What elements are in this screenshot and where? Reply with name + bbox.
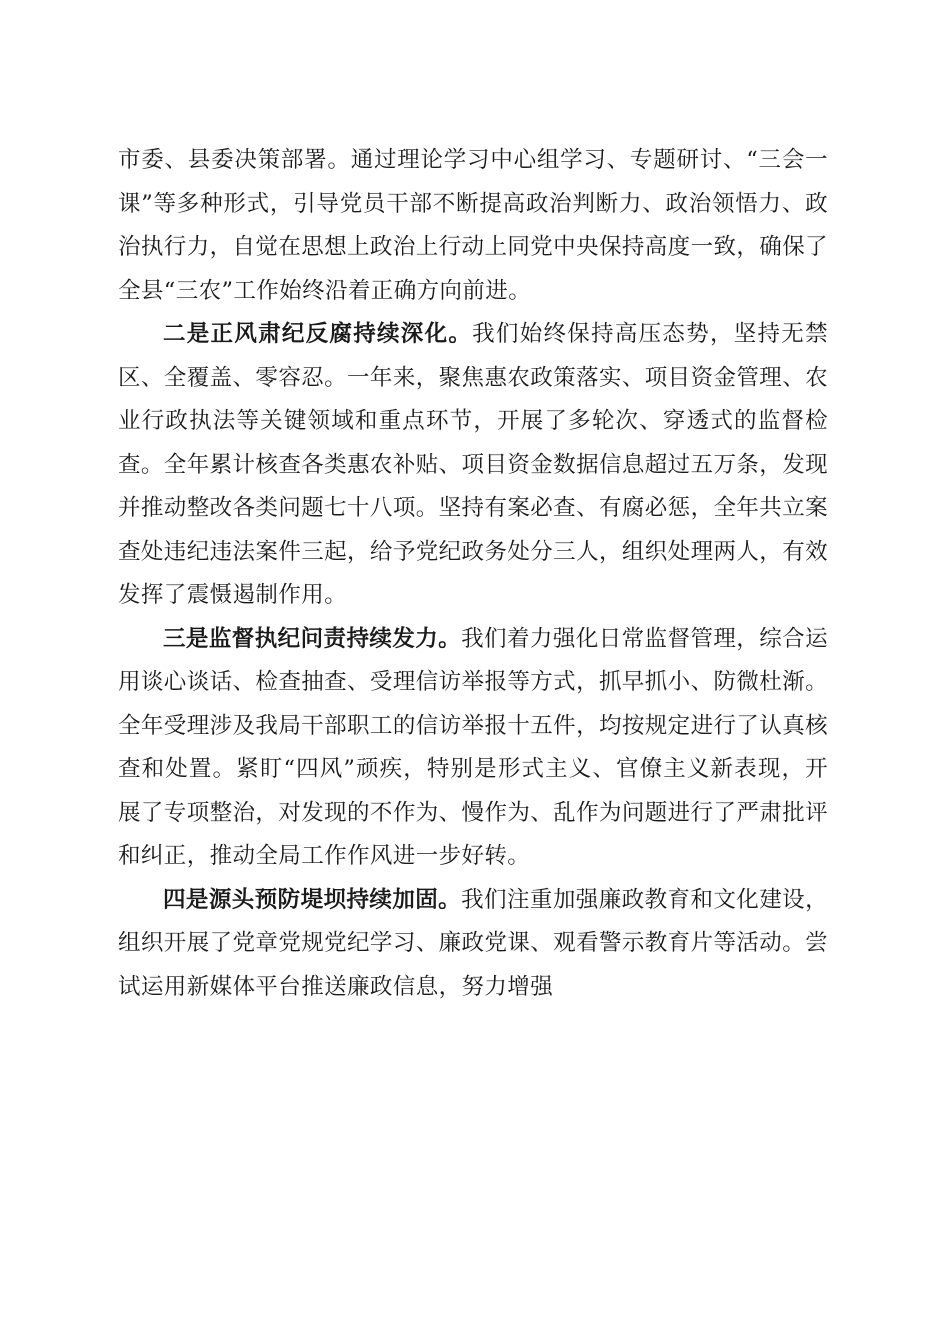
paragraph-supervision xyxy=(118,618,828,879)
paragraph-prevention xyxy=(118,879,828,1010)
paragraph-text: 我们着力强化日常监督管理，综合运用谈心谈话、检查抽查、受理信访举报等方式，抓早抓小、防微杜渐。全年受理涉及我局干部职工的信访举报十五件，均按规定进行了认真核查和处置。紧盯“四风”顽疾，特别是形式主义、官僚主义新表现，开展了专项整治，对发现的不作为、慢作为、乱作为问题进行了严肃批评和纠正，推动全局工作作风进一步好转。 xyxy=(118,625,829,869)
paragraph-text: 我们注重加强廉政教育和文化建设，组织开展了党章党规党纪学习、廉政党课、观看警示教育片等活动。尝试运用新媒体平台推送廉政信息，努力增强 xyxy=(118,886,829,1000)
paragraph-lead: 二是正风肃纪反腐持续深化。 xyxy=(163,321,473,347)
paragraph-text: 市委、县委决策部署。通过理论学习中心组学习、专题研讨、“三会一课”等多种形式，引导党员干部不断提高政治判断力、政治领悟力、政治执行力，自觉在思想上政治上行动上同党中央保持高度一致，确保了全县“三农”工作始终沿着正确方向前进。 xyxy=(118,147,828,304)
paragraph-lead: 四是源头预防堤坝持续加固。 xyxy=(163,886,462,913)
paragraph-lead: 三是监督执纪问责持续发力。 xyxy=(163,625,462,652)
paragraph-text: 我们始终保持高压态势，坚持无禁区、全覆盖、零容忍。一年来，聚焦惠农政策落实、项目资金管理、农业行政执法等关键领域和重点环节，开展了多轮次、穿透式的监督检查。全年累计核查各类惠农补贴、项目资金数据信息超过五万条，发现并推动整改各类问题七十八项。坚持有案必查、有腐必惩，全年共立案查处违纪违法案件三起，给予党纪政务处分三人，组织处理两人，有效发挥了震慑遏制作用。 xyxy=(118,321,828,608)
document-body xyxy=(118,139,828,1009)
paragraph-continuation xyxy=(118,139,828,313)
paragraph-rectification xyxy=(118,313,828,618)
